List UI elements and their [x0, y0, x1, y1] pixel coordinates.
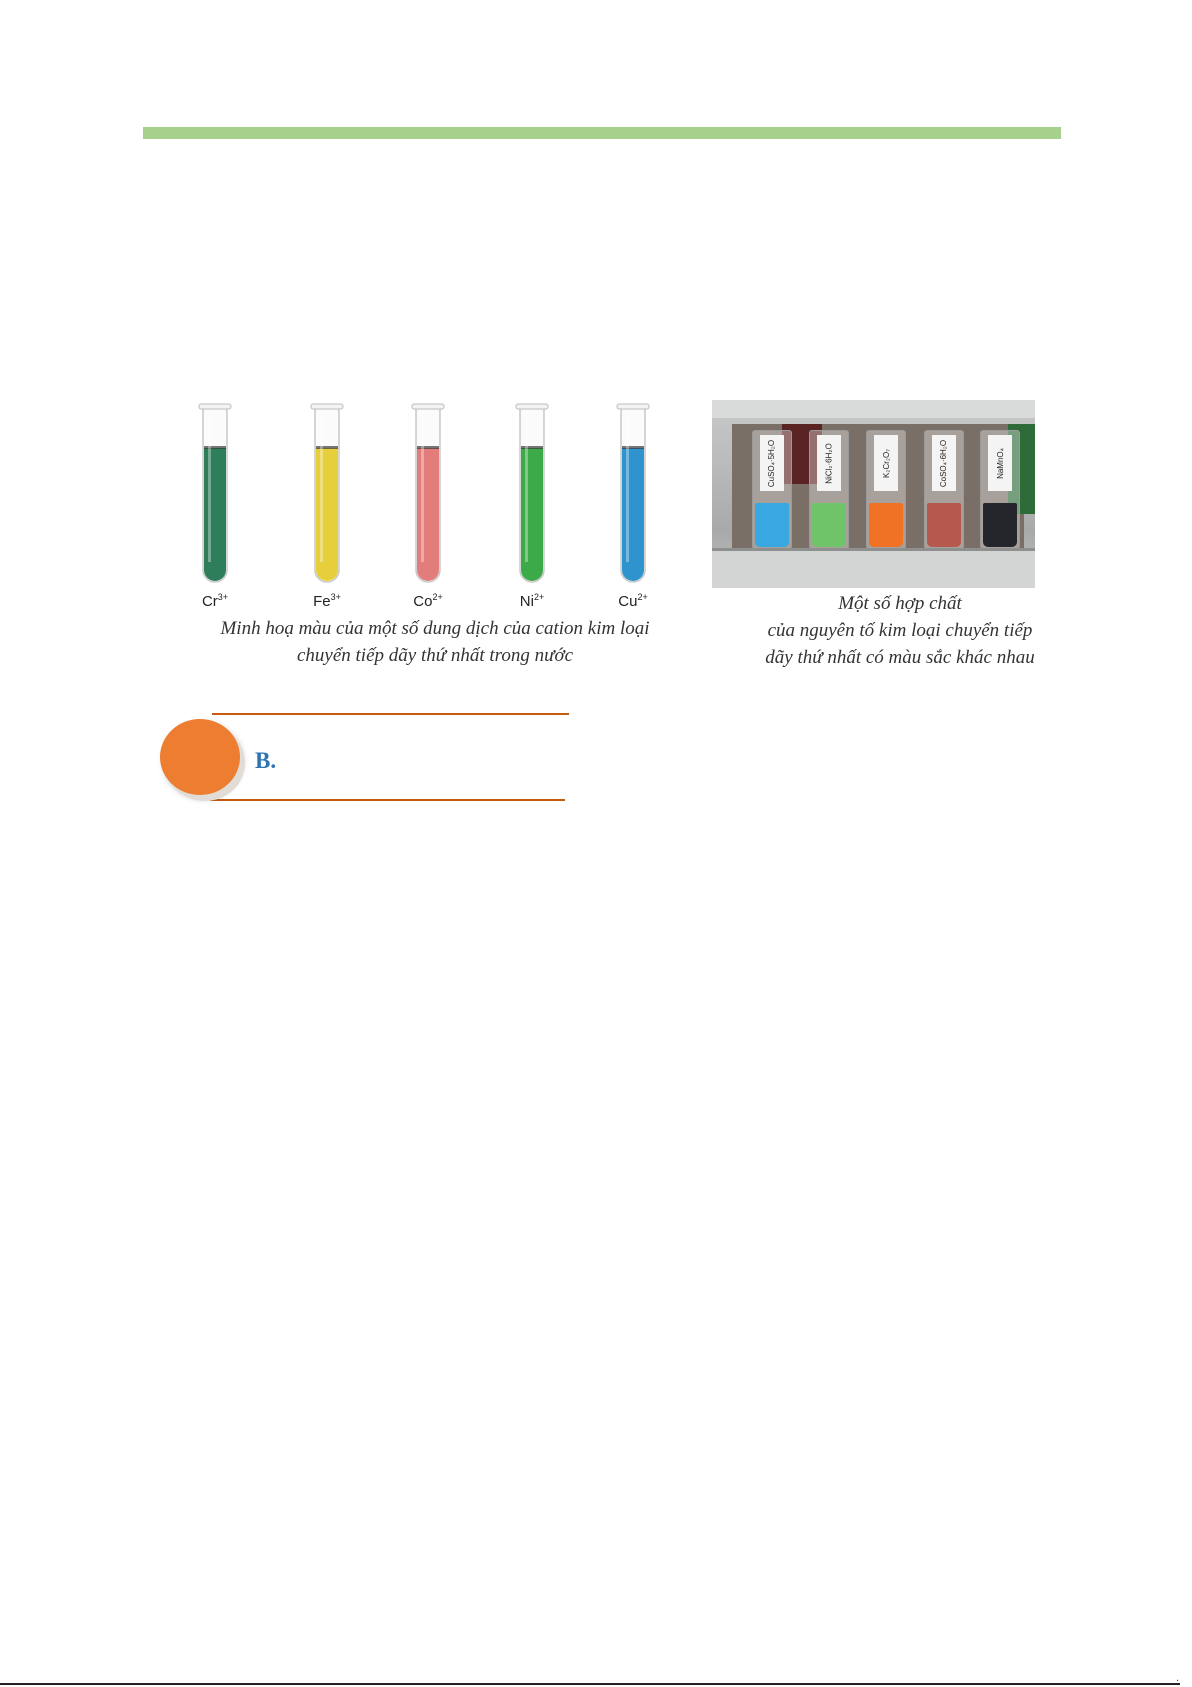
vial-label-text: K₂Cr₂O₇	[881, 448, 891, 478]
test-tubes-figure	[195, 400, 675, 615]
vial-powder	[927, 503, 961, 547]
test-tube-ni	[512, 400, 552, 615]
tube-solution	[316, 448, 338, 581]
tube-lip	[412, 404, 444, 409]
compound-vial	[752, 430, 792, 552]
tube-meniscus	[622, 446, 644, 449]
ion-charge: 2+	[533, 592, 545, 602]
tube-solution	[204, 448, 226, 581]
tube-highlight	[525, 412, 528, 562]
compound-vial	[924, 430, 964, 552]
test-tubes-caption	[180, 615, 690, 669]
tube-meniscus	[204, 446, 226, 449]
rack-top	[712, 400, 1035, 418]
test-tubes-caption-line1: Minh hoạ màu của một số dung dịch của cation kim loại	[220, 618, 650, 639]
tube-lip	[199, 404, 231, 409]
vial-label-text: NaMnO₄	[995, 447, 1005, 479]
test-tube-drawing	[195, 400, 235, 590]
compounds-photo	[712, 400, 1035, 588]
ion-symbol: Cr	[201, 593, 218, 610]
test-tube-drawing	[408, 400, 448, 590]
tube-solution	[521, 448, 543, 581]
test-tube-drawing	[613, 400, 653, 590]
ion-label	[185, 592, 245, 610]
vial-label-text: NiCl₂·6H₂O	[824, 442, 834, 484]
test-tube-co	[408, 400, 448, 615]
compound-vial	[866, 430, 906, 552]
tube-lip	[516, 404, 548, 409]
vial-label-tag	[932, 435, 956, 491]
vial-powder	[869, 503, 903, 547]
ion-charge: 3+	[217, 592, 229, 602]
ion-symbol: Ni	[519, 593, 534, 610]
tube-solution	[622, 448, 644, 581]
vial-label-tag	[760, 435, 784, 491]
ion-label	[502, 592, 562, 610]
rack-bottom	[712, 548, 1035, 588]
page-corner-mark: ·	[1176, 1676, 1180, 1687]
compounds-caption-line3: dãy thứ nhất có màu sắc khác nhau	[765, 647, 1035, 668]
tube-meniscus	[417, 446, 439, 449]
tube-solution	[417, 448, 439, 581]
ion-symbol: Fe	[313, 593, 331, 610]
tube-highlight	[421, 412, 424, 562]
vial-powder	[812, 503, 846, 547]
vial-label-text: CuSO₄·5H₂O	[767, 439, 777, 487]
compounds-caption	[740, 590, 1060, 671]
compounds-caption-line1: Một số hợp chất	[838, 593, 962, 614]
test-tube-fe	[307, 400, 347, 615]
tube-highlight	[320, 412, 323, 562]
tube-meniscus	[521, 446, 543, 449]
ion-label	[398, 592, 458, 610]
top-decorative-bar	[143, 127, 1061, 139]
vial-powder	[983, 503, 1017, 547]
vial-label-tag	[874, 435, 898, 491]
ion-label	[297, 592, 357, 610]
tube-meniscus	[316, 446, 338, 449]
compound-vial	[980, 430, 1020, 552]
test-tube-cu	[613, 400, 653, 615]
ion-charge: 3+	[330, 592, 341, 602]
section-title: B.	[255, 748, 277, 773]
section-circle-badge	[160, 719, 240, 795]
test-tube-drawing	[307, 400, 347, 590]
compounds-caption-line2: của nguyên tố kim loại chuyển tiếp	[767, 620, 1033, 641]
ion-charge: 2+	[432, 592, 443, 602]
test-tube-drawing	[512, 400, 552, 590]
tube-highlight	[626, 412, 629, 562]
vial-label-text: CoSO₄·6H₂O	[939, 439, 949, 487]
vial-label-tag	[988, 435, 1012, 491]
ion-symbol: Co	[413, 593, 433, 610]
tube-lip	[311, 404, 343, 409]
vial-label-tag	[817, 435, 841, 491]
ion-charge: 2+	[637, 592, 648, 602]
tube-highlight	[208, 412, 211, 562]
section-bottom-line	[210, 799, 565, 801]
section-top-line	[212, 713, 569, 715]
vial-powder	[755, 503, 789, 547]
ion-label	[603, 592, 663, 610]
test-tubes-caption-line2: chuyển tiếp dãy thứ nhất trong nước	[296, 645, 574, 666]
compound-vial	[809, 430, 849, 552]
tube-lip	[617, 404, 649, 409]
ion-symbol: Cu	[618, 593, 638, 610]
test-tube-cr	[195, 400, 235, 615]
